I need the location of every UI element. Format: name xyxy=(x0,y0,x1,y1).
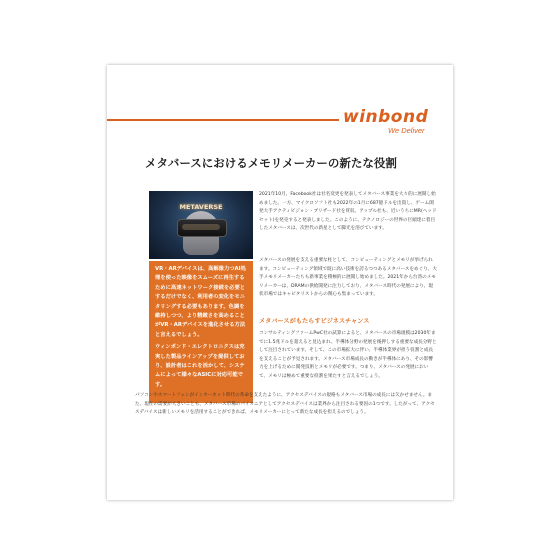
section-subheading: メタバースがもたらすビジネスチャンス xyxy=(259,318,370,325)
body-paragraph-3 xyxy=(259,330,437,382)
body-paragraph-1-text: 2021年10月、Facebook社は社名変更を発表してメタバース事業を大々的に展開し始めました。一方、マイクロソフト社も2022年の1月に687億ドルを出資し、ゲーム開発大手アクティビジョン・ブリザード社を買収。アップル社も、近いうちにMR(ヘッドセット)を発売すると発表しました。このように、テクノロジーの世界の巨頭達に着目したメタバースは、次世代の新星として脚光を浴びています。 xyxy=(259,192,437,232)
metaverse-sign: METAVERSE xyxy=(179,203,223,211)
body-paragraph-2-text: メタバースの発展を支える重要な柱として、コンピューティングとメモリが挙げられます。コンピューティング領域で既に高い技術を誇るつつあるメタバースをめぐり、大手メモリメーカーたちも新事業を積極的に展開し始めました。2021年から台湾のメモリメーカーは、DRAMの供給開発に注力しており、メタバース時代の発展により、現状市場ではキャピタリストからの関心も集まっています。 xyxy=(259,258,438,298)
header-rule xyxy=(107,119,339,121)
body-paragraph-3-text: コンサルティングファームPwC社の試算によると、メタバースの市場規模は2030年までに1.5兆ドルを超えると見込まれ、半導体分野の発展を後押しする重要な成長分野として注目されています。そして、この市場拡大に伴い、半導体業界が担う役割と成長を支えることが予見されます。メタバース市場成長の動きが半導体にあり、その影響力を上げるために開発技術とメモリが必要です。つまり、メタバースの発展において、メモリは極めて重要な役割を果たすと言えるでしょう。 xyxy=(259,331,437,379)
document-page xyxy=(107,65,453,500)
body-paragraph-2 xyxy=(259,257,437,300)
logo-tagline: We Deliver xyxy=(388,126,425,135)
orange-sidebar-box xyxy=(149,261,253,403)
winbond-logo: winbond xyxy=(343,107,429,127)
body-paragraph-4 xyxy=(135,392,437,418)
sidebar-paragraph-2: ウィンボンド・エレクトロニクスは充実した製品ラインアップを提供しており、設計者はこれを活かして、システムによって様々なASICに対応可能です。 xyxy=(155,344,245,388)
body-paragraph-1 xyxy=(259,191,437,234)
body-paragraph-4-text: パソコンやスマートフォンがインターネット時代の革命を支えたように、アクセスデバイスの規格もメタバース市場の成長には欠かせません。また、現在の需要が大きいことも、メタバース市場のパイオニアとしてアクセスデバイスは業界から注目される要因の1つです。したがって、アクセスデバイスは新しいメモリを活用することができれば、メモリメーカーにとって新たな成長を担えるのでしょう。 xyxy=(135,393,435,416)
metaverse-vr-image xyxy=(149,191,253,259)
sidebar-paragraph-1: VR・ARデバイスは、高解像力つAI処理を使った映像をスムーズに再生するために高速ネットワーク接続を必要とするだけでなく、利用者の変化をモニタリングする必要もあります。色調を維持しつつ、より精緻さを高めることがVR・ARデバイスを進化させる方法と言えるでしょう。 xyxy=(155,266,246,338)
visor-glow xyxy=(182,224,220,230)
page-title: メタバースにおけるメモリメーカーの新たな役割 xyxy=(145,156,397,170)
